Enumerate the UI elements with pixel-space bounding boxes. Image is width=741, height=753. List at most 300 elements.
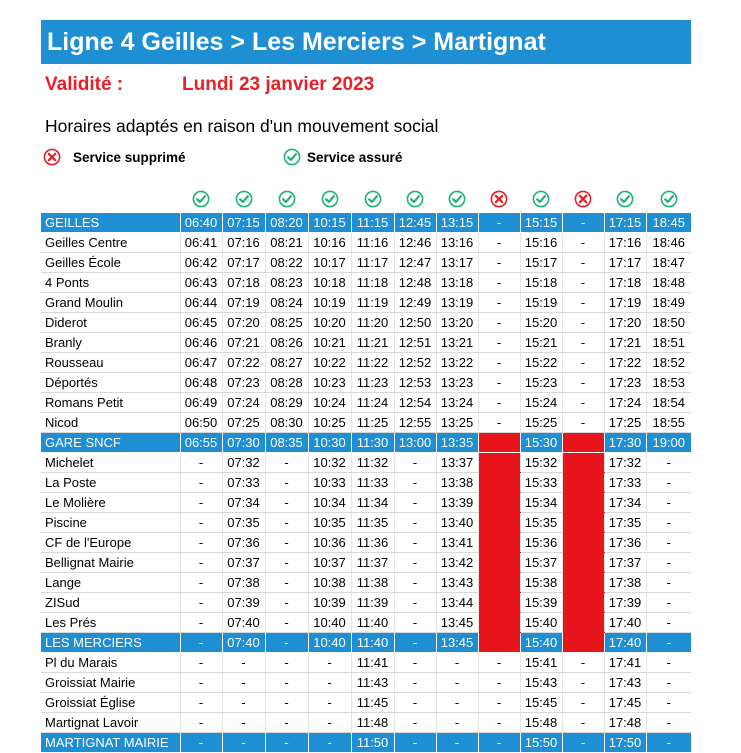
timetable-major-row [41, 433, 691, 453]
departure-time: - [394, 613, 436, 633]
departure-time: 10:37 [308, 553, 351, 573]
departure-time: - [180, 613, 222, 633]
departure-time: - [180, 493, 222, 513]
departure-time: 10:25 [308, 413, 351, 433]
departure-time: 08:30 [265, 413, 308, 433]
departure-time: 06:46 [180, 333, 222, 353]
departure-time: 12:45 [394, 213, 436, 233]
departure-time: - [180, 453, 222, 473]
departure-time: - [265, 713, 308, 733]
timetable-row [41, 253, 691, 273]
departure-time: 06:43 [180, 273, 222, 293]
departure-time: 17:37 [604, 553, 646, 573]
departure-time: - [562, 213, 604, 233]
stop-name: Geilles École [41, 253, 180, 273]
departure-time: 06:48 [180, 373, 222, 393]
departure-time: - [478, 713, 520, 733]
departure-time: - [265, 553, 308, 573]
departure-time: - [308, 733, 351, 753]
departure-time: 10:38 [308, 573, 351, 593]
departure-time: 10:19 [308, 293, 351, 313]
departure-time: 13:25 [436, 413, 478, 433]
departure-time: 11:23 [351, 373, 394, 393]
departure-time: - [562, 353, 604, 373]
departure-time: - [394, 733, 436, 753]
departure-time: - [308, 693, 351, 713]
validity-label: Validité : [45, 74, 124, 95]
departure-time: 17:48 [604, 713, 646, 733]
departure-time: 17:21 [604, 333, 646, 353]
departure-time: - [436, 673, 478, 693]
timetable-row [41, 373, 691, 393]
departure-time: - [646, 453, 691, 473]
departure-time: - [562, 653, 604, 673]
departure-time: - [265, 493, 308, 513]
cancelled-cell [562, 573, 604, 593]
departure-time: 15:35 [520, 513, 562, 533]
departure-time: - [436, 713, 478, 733]
departure-time: - [265, 693, 308, 713]
departure-time: 15:45 [520, 693, 562, 713]
cancelled-cell [478, 573, 520, 593]
departure-time: 12:47 [394, 253, 436, 273]
departure-time: 11:24 [351, 393, 394, 413]
cancelled-cell [562, 453, 604, 473]
departure-time: - [478, 313, 520, 333]
departure-time: 13:40 [436, 513, 478, 533]
timetable [41, 213, 691, 753]
check-circle-icon [394, 186, 436, 212]
departure-time: 10:21 [308, 333, 351, 353]
departure-time: 11:48 [351, 713, 394, 733]
departure-time: - [646, 573, 691, 593]
service-status-row [180, 186, 691, 212]
cancelled-cell [478, 613, 520, 633]
timetable-row [41, 293, 691, 313]
departure-time: - [646, 493, 691, 513]
departure-time: 10:15 [308, 213, 351, 233]
departure-time: - [265, 473, 308, 493]
departure-time: - [562, 253, 604, 273]
departure-time: - [394, 693, 436, 713]
legend-kept-label: Service assuré [307, 149, 403, 165]
departure-time: - [436, 733, 478, 753]
departure-time: 13:41 [436, 533, 478, 553]
departure-time: - [646, 553, 691, 573]
departure-time: 08:21 [265, 233, 308, 253]
departure-time: - [562, 713, 604, 733]
departure-time: - [562, 233, 604, 253]
check-circle-icon [222, 186, 265, 212]
departure-time: 17:50 [604, 733, 646, 753]
departure-time: 11:20 [351, 313, 394, 333]
cancelled-cell [562, 553, 604, 573]
departure-time: 15:33 [520, 473, 562, 493]
departure-time: 11:15 [351, 213, 394, 233]
cancelled-cell [478, 433, 520, 453]
departure-time: - [265, 513, 308, 533]
departure-time: - [562, 693, 604, 713]
timetable-row [41, 653, 691, 673]
departure-time: 07:24 [222, 393, 265, 413]
timetable-row [41, 473, 691, 493]
departure-time: 11:40 [351, 633, 394, 653]
departure-time: - [265, 453, 308, 473]
departure-time: 15:38 [520, 573, 562, 593]
departure-time: 07:19 [222, 293, 265, 313]
departure-time: - [180, 593, 222, 613]
departure-time: 13:16 [436, 233, 478, 253]
departure-time: - [436, 693, 478, 713]
check-circle-icon [351, 186, 394, 212]
timetable-row [41, 713, 691, 733]
departure-time: - [478, 673, 520, 693]
departure-time: - [180, 733, 222, 753]
departure-time: 17:25 [604, 413, 646, 433]
departure-time: 12:54 [394, 393, 436, 413]
departure-time: 11:37 [351, 553, 394, 573]
departure-time: 10:24 [308, 393, 351, 413]
check-circle-icon [646, 186, 691, 212]
departure-time: - [265, 733, 308, 753]
cross-circle-icon [562, 186, 604, 212]
legend-removed [43, 148, 186, 166]
departure-time: 10:40 [308, 633, 351, 653]
departure-time: 17:19 [604, 293, 646, 313]
timetable-row [41, 273, 691, 293]
cancelled-cell [562, 633, 604, 653]
departure-time: 18:54 [646, 393, 691, 413]
check-circle-icon [308, 186, 351, 212]
cancelled-cell [562, 493, 604, 513]
departure-time: 10:40 [308, 613, 351, 633]
departure-time: 15:21 [520, 333, 562, 353]
departure-time: - [478, 353, 520, 373]
departure-time: 15:19 [520, 293, 562, 313]
departure-time: 15:16 [520, 233, 562, 253]
departure-time: 06:55 [180, 433, 222, 453]
departure-time: 10:18 [308, 273, 351, 293]
departure-time: 17:22 [604, 353, 646, 373]
departure-time: 15:50 [520, 733, 562, 753]
departure-time: 11:45 [351, 693, 394, 713]
departure-time: - [394, 493, 436, 513]
departure-time: 13:19 [436, 293, 478, 313]
departure-time: 13:38 [436, 473, 478, 493]
departure-time: - [646, 613, 691, 633]
timetable-row [41, 333, 691, 353]
departure-time: 06:44 [180, 293, 222, 313]
legend-removed-label: Service supprimé [73, 149, 186, 165]
departure-time: 10:22 [308, 353, 351, 373]
departure-time: 11:43 [351, 673, 394, 693]
validity-date: Lundi 23 janvier 2023 [182, 74, 375, 95]
departure-time: 13:17 [436, 253, 478, 273]
departure-time: - [308, 713, 351, 733]
stop-name: Groissiat Mairie [41, 673, 180, 693]
departure-time: 13:37 [436, 453, 478, 473]
departure-time: 17:40 [604, 633, 646, 653]
departure-time: 18:49 [646, 293, 691, 313]
departure-time: 18:51 [646, 333, 691, 353]
departure-time: - [180, 633, 222, 653]
departure-time: 12:52 [394, 353, 436, 373]
stop-name: CF de l'Europe [41, 533, 180, 553]
departure-time: 10:30 [308, 433, 351, 453]
departure-time: 11:17 [351, 253, 394, 273]
departure-time: 06:49 [180, 393, 222, 413]
departure-time: - [646, 593, 691, 613]
timetable-row [41, 353, 691, 373]
departure-time: - [478, 413, 520, 433]
stop-name: Déportés [41, 373, 180, 393]
departure-time: 07:15 [222, 213, 265, 233]
departure-time: 19:00 [646, 433, 691, 453]
stop-name: LES MERCIERS [41, 633, 180, 653]
departure-time: 11:30 [351, 433, 394, 453]
timetable-row [41, 413, 691, 433]
departure-time: 18:50 [646, 313, 691, 333]
departure-time: - [646, 673, 691, 693]
departure-time: 11:22 [351, 353, 394, 373]
departure-time: 12:53 [394, 373, 436, 393]
departure-time: 15:39 [520, 593, 562, 613]
departure-time: 18:48 [646, 273, 691, 293]
departure-time: 10:39 [308, 593, 351, 613]
departure-time: - [646, 513, 691, 533]
stop-name: Lange [41, 573, 180, 593]
departure-time: 18:55 [646, 413, 691, 433]
departure-time: 10:32 [308, 453, 351, 473]
stop-name: Piscine [41, 513, 180, 533]
departure-time: - [180, 713, 222, 733]
cancelled-cell [478, 533, 520, 553]
departure-time: 07:32 [222, 453, 265, 473]
departure-time: 15:23 [520, 373, 562, 393]
departure-time: - [562, 373, 604, 393]
stop-name: Nicod [41, 413, 180, 433]
departure-time: 12:51 [394, 333, 436, 353]
departure-time: 06:47 [180, 353, 222, 373]
check-circle-icon [520, 186, 562, 212]
departure-time: 18:52 [646, 353, 691, 373]
cancelled-cell [562, 473, 604, 493]
cross-circle-icon [478, 186, 520, 212]
departure-time: - [478, 333, 520, 353]
departure-time: 10:23 [308, 373, 351, 393]
departure-time: - [180, 553, 222, 573]
departure-time: 15:40 [520, 613, 562, 633]
stop-name: Martignat Lavoir [41, 713, 180, 733]
departure-time: 11:33 [351, 473, 394, 493]
departure-time: 11:36 [351, 533, 394, 553]
timetable-row [41, 233, 691, 253]
stop-name: Groissiat Église [41, 693, 180, 713]
cancelled-cell [478, 633, 520, 653]
timetable-major-row [41, 733, 691, 753]
departure-time: 08:28 [265, 373, 308, 393]
departure-time: - [222, 693, 265, 713]
departure-time: 07:37 [222, 553, 265, 573]
departure-time: - [308, 673, 351, 693]
stop-name: ZISud [41, 593, 180, 613]
departure-time: 15:15 [520, 213, 562, 233]
departure-time: 12:55 [394, 413, 436, 433]
departure-time: 06:45 [180, 313, 222, 333]
departure-time: 11:21 [351, 333, 394, 353]
departure-time: 17:43 [604, 673, 646, 693]
check-circle-icon [180, 186, 222, 212]
departure-time: 13:39 [436, 493, 478, 513]
stop-name: Le Molière [41, 493, 180, 513]
departure-time: 15:24 [520, 393, 562, 413]
timetable-row [41, 673, 691, 693]
departure-time: 07:17 [222, 253, 265, 273]
departure-time: - [562, 293, 604, 313]
departure-time: 08:22 [265, 253, 308, 273]
departure-time: 06:42 [180, 253, 222, 273]
departure-time: 07:20 [222, 313, 265, 333]
departure-time: 13:23 [436, 373, 478, 393]
stop-name: GARE SNCF [41, 433, 180, 453]
departure-time: 08:29 [265, 393, 308, 413]
departure-time: 08:27 [265, 353, 308, 373]
departure-time: 15:17 [520, 253, 562, 273]
departure-time: 17:40 [604, 613, 646, 633]
departure-time: 08:24 [265, 293, 308, 313]
timetable-major-row [41, 213, 691, 233]
cancelled-cell [478, 453, 520, 473]
departure-time: 17:30 [604, 433, 646, 453]
cancelled-cell [478, 493, 520, 513]
departure-time: 11:38 [351, 573, 394, 593]
timetable-major-row [41, 633, 691, 653]
stop-name: Diderot [41, 313, 180, 333]
departure-time: 11:16 [351, 233, 394, 253]
departure-time: 11:39 [351, 593, 394, 613]
departure-time: - [265, 573, 308, 593]
departure-time: 18:46 [646, 233, 691, 253]
departure-time: - [646, 693, 691, 713]
departure-time: - [436, 653, 478, 673]
departure-time: 07:16 [222, 233, 265, 253]
timetable-row [41, 453, 691, 473]
departure-time: 11:40 [351, 613, 394, 633]
departure-time: 08:25 [265, 313, 308, 333]
departure-time: 13:22 [436, 353, 478, 373]
cancelled-cell [562, 433, 604, 453]
departure-time: 07:39 [222, 593, 265, 613]
departure-time: 15:43 [520, 673, 562, 693]
departure-time: - [394, 653, 436, 673]
departure-time: 17:32 [604, 453, 646, 473]
departure-time: 15:32 [520, 453, 562, 473]
departure-time: 17:36 [604, 533, 646, 553]
departure-time: - [394, 453, 436, 473]
departure-time: - [394, 473, 436, 493]
departure-time: - [562, 313, 604, 333]
departure-time: 12:50 [394, 313, 436, 333]
departure-time: - [562, 393, 604, 413]
departure-time: 17:33 [604, 473, 646, 493]
departure-time: - [222, 733, 265, 753]
departure-time: - [394, 573, 436, 593]
departure-time: 06:40 [180, 213, 222, 233]
departure-time: 10:35 [308, 513, 351, 533]
departure-time: - [562, 673, 604, 693]
departure-time: - [562, 273, 604, 293]
departure-time: 13:18 [436, 273, 478, 293]
departure-time: - [180, 573, 222, 593]
timetable-row [41, 613, 691, 633]
cancelled-cell [562, 513, 604, 533]
departure-time: 17:39 [604, 593, 646, 613]
stop-name: Bellignat Mairie [41, 553, 180, 573]
stop-name: La Poste [41, 473, 180, 493]
cancelled-cell [478, 593, 520, 613]
departure-time: 12:46 [394, 233, 436, 253]
departure-time: 06:41 [180, 233, 222, 253]
departure-time: 13:44 [436, 593, 478, 613]
departure-time: - [222, 713, 265, 733]
timetable-row [41, 493, 691, 513]
departure-time: 15:30 [520, 433, 562, 453]
departure-time: - [478, 273, 520, 293]
departure-time: 15:34 [520, 493, 562, 513]
departure-time: - [646, 533, 691, 553]
departure-time: 15:20 [520, 313, 562, 333]
departure-time: 17:18 [604, 273, 646, 293]
departure-time: 07:35 [222, 513, 265, 533]
departure-time: - [478, 653, 520, 673]
departure-time: 13:45 [436, 633, 478, 653]
departure-time: 08:26 [265, 333, 308, 353]
departure-time: 08:20 [265, 213, 308, 233]
departure-time: - [180, 513, 222, 533]
departure-time: 11:50 [351, 733, 394, 753]
departure-time: 10:17 [308, 253, 351, 273]
departure-time: 15:22 [520, 353, 562, 373]
departure-time: 13:00 [394, 433, 436, 453]
departure-time: 17:20 [604, 313, 646, 333]
departure-time: 17:16 [604, 233, 646, 253]
departure-time: 17:15 [604, 213, 646, 233]
departure-time: - [180, 673, 222, 693]
departure-time: 11:35 [351, 513, 394, 533]
departure-time: - [394, 633, 436, 653]
stop-name: Geilles Centre [41, 233, 180, 253]
departure-time: 10:16 [308, 233, 351, 253]
departure-time: 17:41 [604, 653, 646, 673]
departure-time: - [265, 653, 308, 673]
departure-time: - [562, 733, 604, 753]
departure-time: 11:41 [351, 653, 394, 673]
departure-time: 10:34 [308, 493, 351, 513]
cross-circle-icon [43, 148, 61, 166]
page-title: Ligne 4 Geilles > Les Merciers > Martignat [41, 20, 691, 64]
departure-time: 08:35 [265, 433, 308, 453]
check-circle-icon [265, 186, 308, 212]
departure-time: - [646, 473, 691, 493]
departure-time: - [180, 533, 222, 553]
check-circle-icon [604, 186, 646, 212]
departure-time: - [222, 653, 265, 673]
departure-time: 15:18 [520, 273, 562, 293]
departure-time: - [478, 253, 520, 273]
departure-time: - [180, 473, 222, 493]
timetable-row [41, 593, 691, 613]
departure-time: 13:35 [436, 433, 478, 453]
